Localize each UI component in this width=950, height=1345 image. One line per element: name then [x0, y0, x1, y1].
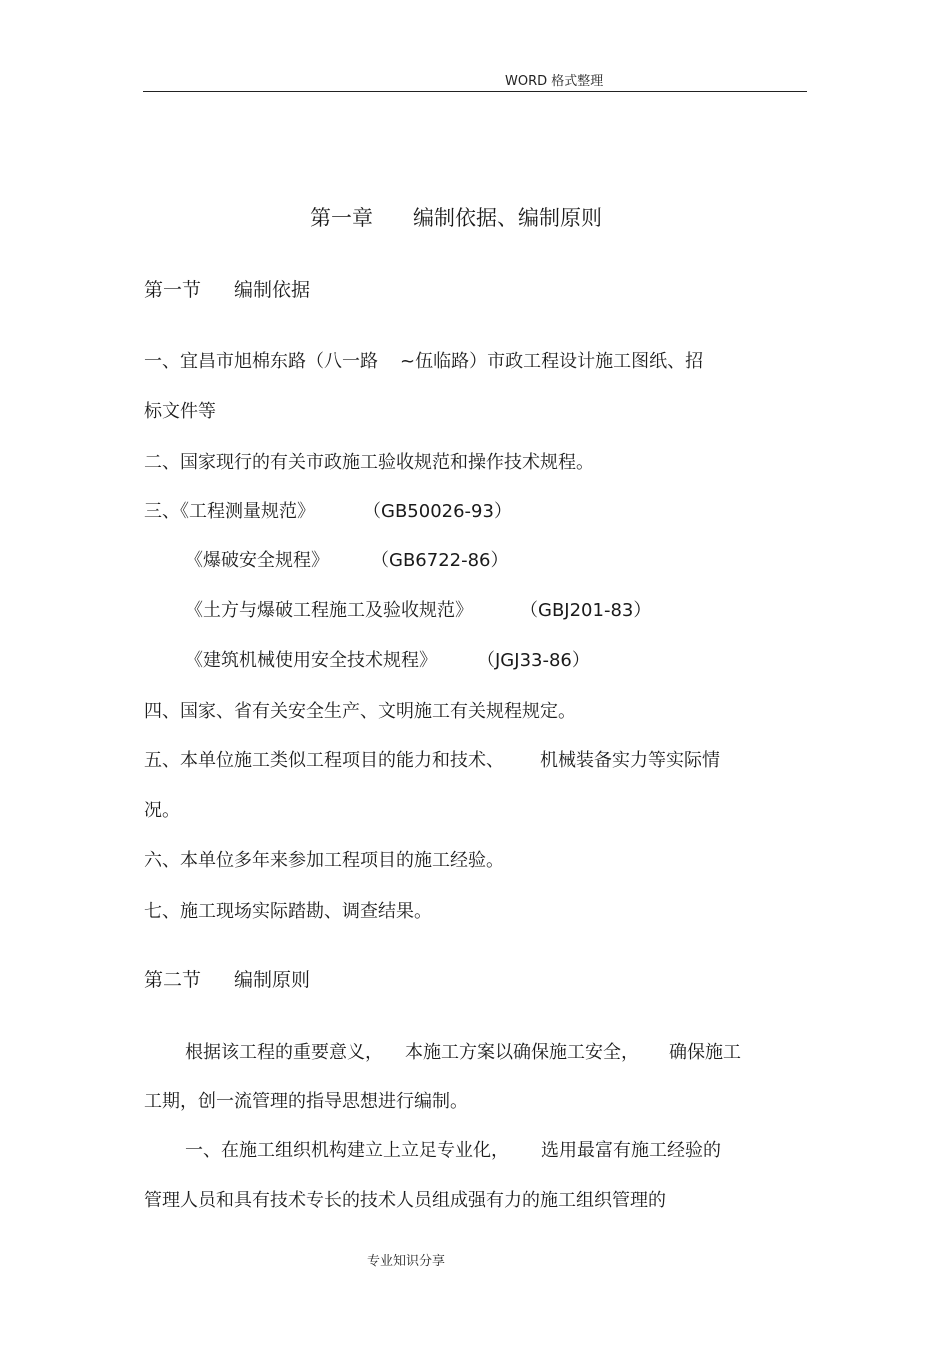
- section-number: 第一节: [144, 279, 202, 301]
- header-divider: [143, 91, 807, 92]
- page-header: WORD 格式整理: [505, 74, 604, 89]
- standard-code: （JGJ33-86）: [477, 650, 590, 671]
- list-item-2: 二、国家现行的有关市政施工验收规范和操作技术规程。: [144, 452, 594, 473]
- item-text: ~伍临路）市政工程设计施工图纸、招: [400, 351, 704, 372]
- standard-name: 《爆破安全规程》: [185, 550, 329, 571]
- standard-name: 三、《工程测量规范》: [144, 501, 315, 522]
- chapter-title-text: 编制依据、编制原则: [413, 206, 602, 230]
- section-title: 编制原则: [234, 969, 311, 991]
- paragraph-text: 本施工方案以确保施工安全，: [405, 1042, 639, 1063]
- standard-line: [185, 646, 590, 672]
- section-title: 编制依据: [234, 279, 311, 301]
- list-item-5: [144, 746, 720, 772]
- item-text: 机械装备实力等实际情: [540, 750, 720, 771]
- list-item-1: [144, 347, 703, 373]
- standard-name: 《土方与爆破工程施工及验收规范》: [185, 600, 473, 621]
- list-item-3: [144, 497, 512, 523]
- list-item-6: 六、本单位多年来参加工程项目的施工经验。: [144, 850, 504, 871]
- item-text: 五、本单位施工类似工程项目的能力和技术、: [144, 750, 504, 771]
- paragraph-line: 工期，创一流管理的指导思想进行编制。: [144, 1091, 468, 1112]
- standard-code: （GB50026-93）: [363, 501, 512, 522]
- page-footer: 专业知识分享: [367, 1254, 446, 1269]
- paragraph-line: 管理人员和具有技术专长的技术人员组成强有力的施工组织管理的: [144, 1190, 666, 1211]
- section-number: 第二节: [144, 969, 202, 991]
- standard-line: [185, 596, 651, 622]
- paragraph-text: 选用最富有施工经验的: [541, 1140, 721, 1161]
- list-item-7: 七、施工现场实际踏勘、调查结果。: [144, 901, 432, 922]
- item-text: 一、宜昌市旭棉东路（八一路: [144, 351, 378, 372]
- paragraph-text: 确保施工: [669, 1042, 741, 1063]
- list-item-5-continued: 况。: [144, 800, 180, 821]
- standard-line: [185, 546, 509, 572]
- section-heading-1: [144, 275, 310, 302]
- list-item-4: 四、国家、省有关安全生产、文明施工有关规程规定。: [144, 701, 576, 722]
- standard-name: 《建筑机械使用安全技术规程》: [185, 650, 437, 671]
- paragraph-line: [185, 1136, 721, 1162]
- chapter-number: 第一章: [310, 206, 373, 230]
- paragraph-text: 根据该工程的重要意义，: [185, 1042, 383, 1063]
- list-item-1-continued: 标文件等: [144, 401, 216, 422]
- standard-code: （GB6722-86）: [371, 550, 509, 571]
- standard-code: （GBJ201-83）: [520, 600, 652, 621]
- paragraph-text: 一、在施工组织机构建立上立足专业化，: [185, 1140, 509, 1161]
- section-heading-2: [144, 965, 310, 992]
- chapter-title: [310, 202, 602, 232]
- paragraph-line: [185, 1038, 741, 1064]
